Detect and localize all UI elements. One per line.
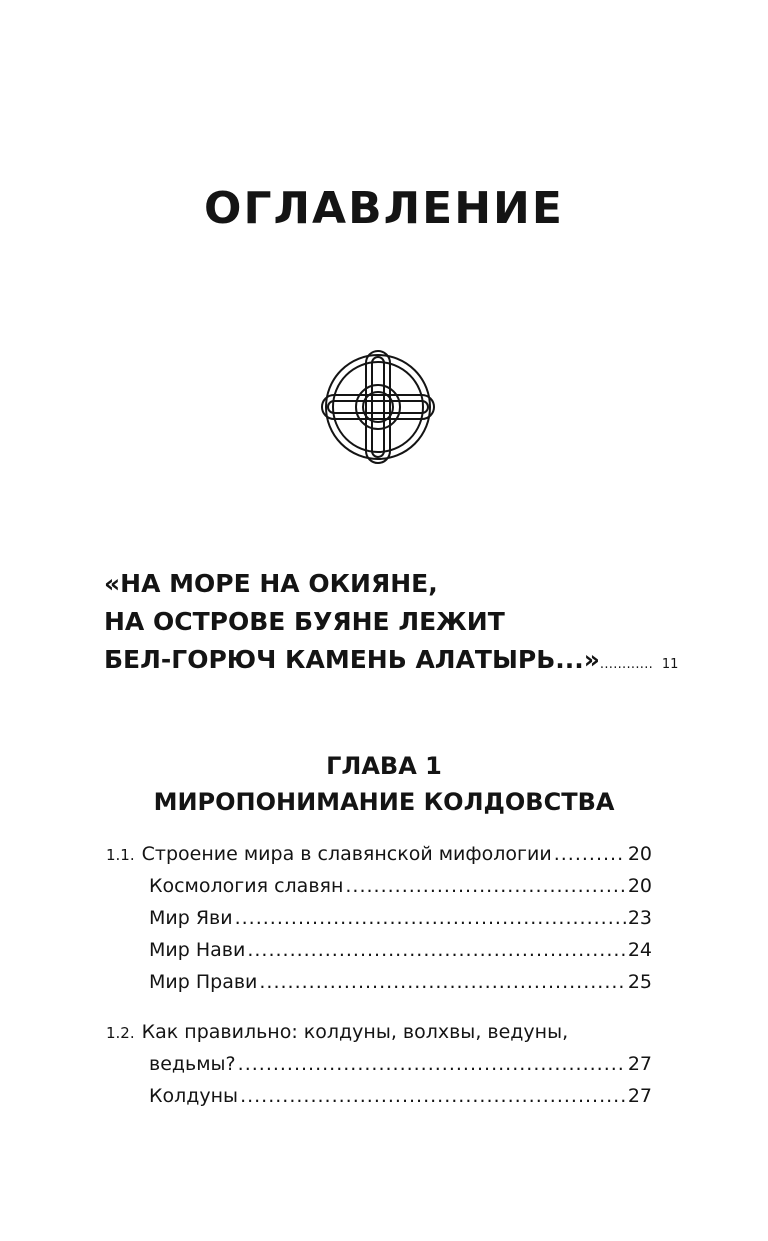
- epigraph-line: БЕЛ-ГОРЮЧ КАМЕНЬ АЛАТЫРЬ...»: [104, 645, 600, 674]
- item-title: Мир Прави: [149, 971, 258, 993]
- epigraph-line: «НА МОРЕ НА ОКИЯНЕ,: [104, 569, 438, 598]
- epigraph-entry[interactable]: [104, 641, 704, 684]
- section-number: 1.1.: [106, 846, 135, 864]
- celtic-knot-cross-icon: [314, 343, 442, 471]
- toc-item[interactable]: [106, 1080, 652, 1112]
- leader-dots: [247, 934, 625, 966]
- item-title: Мир Яви: [149, 907, 233, 929]
- page-number: 25: [627, 971, 652, 993]
- epigraph-page-number: 11: [661, 657, 679, 672]
- leader-dots: [259, 966, 625, 998]
- leader-dots: [235, 902, 626, 934]
- section-title: Строение мира в славянской мифологии: [141, 843, 552, 865]
- chapter-label: ГЛАВА 1: [326, 752, 442, 780]
- item-title: Мир Нави: [149, 939, 246, 961]
- toc-list: [106, 838, 652, 1112]
- epigraph: [104, 565, 704, 684]
- toc-section-1-2-line-1[interactable]: [106, 1016, 652, 1048]
- page-number: 24: [627, 939, 652, 961]
- page-number: 23: [627, 907, 652, 929]
- leader-dots: [238, 1048, 626, 1080]
- page-number: 20: [627, 875, 652, 897]
- epigraph-line: НА ОСТРОВЕ БУЯНЕ ЛЕЖИТ: [104, 607, 505, 636]
- toc-item[interactable]: [106, 966, 652, 998]
- epigraph-leader-dots: ............: [599, 657, 654, 672]
- page-number: 27: [627, 1085, 652, 1107]
- toc-item[interactable]: [106, 934, 652, 966]
- section-title-line-1: Как правильно: колдуны, волхвы, ведуны,: [141, 1021, 569, 1043]
- toc-section-1-1[interactable]: [106, 838, 652, 870]
- item-title: Космология славян: [149, 875, 344, 897]
- page-title: ОГЛАВЛЕНИЕ: [204, 183, 564, 234]
- section-title-line-2: ведьмы?: [149, 1053, 236, 1075]
- leader-dots: [240, 1080, 626, 1112]
- section-number: 1.2.: [106, 1024, 135, 1042]
- toc-section-1-2-line-2[interactable]: [106, 1048, 652, 1080]
- toc-item[interactable]: [106, 902, 652, 934]
- toc-item[interactable]: [106, 870, 652, 902]
- chapter-title: МИРОПОНИМАНИЕ КОЛДОВСТВА: [153, 788, 615, 816]
- page-number: 27: [627, 1053, 652, 1075]
- leader-dots: [345, 870, 625, 902]
- item-title: Колдуны: [149, 1085, 239, 1107]
- page-number: 20: [627, 843, 652, 865]
- leader-dots: [554, 838, 626, 870]
